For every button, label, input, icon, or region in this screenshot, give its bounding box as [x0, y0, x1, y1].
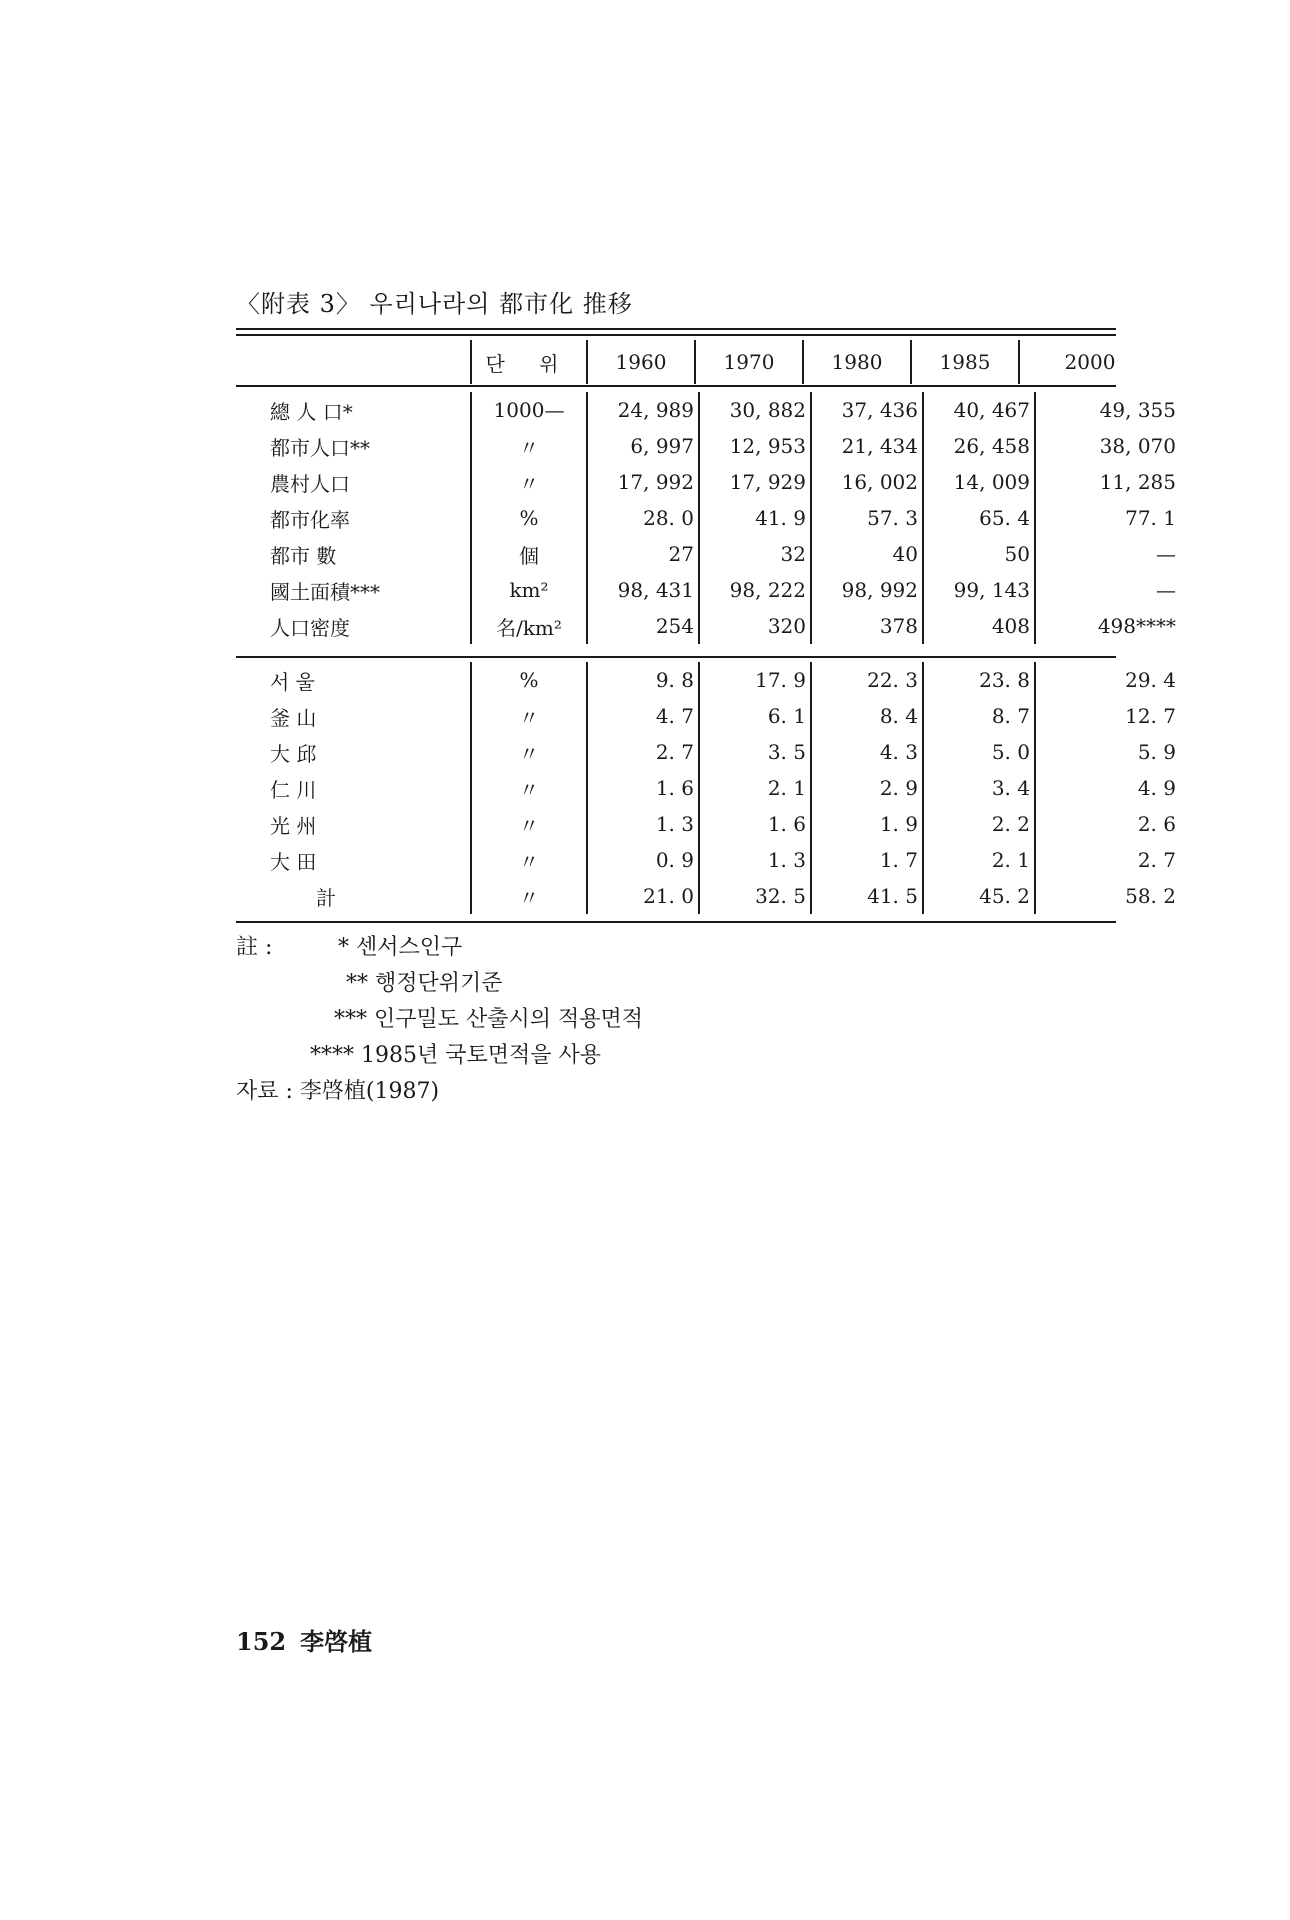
- table-bottom-rule: [236, 921, 1116, 923]
- value-cell: 6, 997: [587, 428, 699, 464]
- row-unit: 〃: [471, 734, 587, 770]
- row-label: 都市 數: [270, 543, 337, 568]
- notes-label: 註 :: [236, 935, 273, 960]
- value-cell: 4. 7: [587, 698, 699, 734]
- row-label: 光 州: [270, 813, 317, 838]
- header-label-cell: [236, 340, 471, 384]
- value-cell: 17. 9: [699, 662, 811, 698]
- city-row: [236, 698, 1222, 734]
- table-body-national: [236, 392, 1222, 644]
- page-number: 152: [236, 1627, 287, 1656]
- row-unit: 〃: [471, 698, 587, 734]
- table-header: [236, 340, 1160, 384]
- value-cell: 28. 0: [587, 500, 699, 536]
- national-row: [236, 572, 1222, 608]
- value-cell: 1. 7: [811, 842, 923, 878]
- value-cell: 98, 222: [699, 572, 811, 608]
- value-cell: 50: [923, 536, 1035, 572]
- value-cell: 378: [811, 608, 923, 644]
- row-label: 人口密度: [270, 615, 350, 640]
- value-cell: 32: [699, 536, 811, 572]
- source-text: 자료 : 李啓植(1987): [236, 1079, 440, 1104]
- table-top-rule-inner: [236, 334, 1116, 336]
- note-row: [236, 1002, 643, 1038]
- value-cell: 16, 002: [811, 464, 923, 500]
- value-cell: 27: [587, 536, 699, 572]
- row-label: 서 울: [270, 669, 315, 694]
- value-cell: 98, 992: [811, 572, 923, 608]
- value-cell: 2. 2: [923, 806, 1035, 842]
- note-row: [236, 966, 643, 1002]
- header-year: 1980: [803, 340, 911, 384]
- national-row: [236, 500, 1222, 536]
- table-title: 〈附表 3〉 우리나라의 都市化 推移: [236, 290, 633, 318]
- table-notes: [236, 930, 643, 1110]
- value-cell: 32. 5: [699, 878, 811, 914]
- value-cell: 2. 9: [811, 770, 923, 806]
- value-cell: 12, 953: [699, 428, 811, 464]
- row-label: 釜 山: [270, 705, 317, 730]
- value-cell: 49, 355: [1099, 398, 1176, 422]
- national-row: [236, 536, 1222, 572]
- row-unit: 名/km²: [471, 608, 587, 644]
- value-cell: 17, 992: [587, 464, 699, 500]
- value-cell: 24, 989: [587, 392, 699, 428]
- note-item: *** 인구밀도 산출시의 적용면적: [334, 1007, 644, 1032]
- value-cell: 4. 9: [1137, 776, 1176, 800]
- value-cell: 8. 7: [923, 698, 1035, 734]
- row-label: 都市人口**: [270, 435, 370, 460]
- value-cell: 57. 3: [811, 500, 923, 536]
- row-label: 農村人口: [270, 471, 350, 496]
- value-cell: 6. 1: [699, 698, 811, 734]
- value-cell: 1. 3: [587, 806, 699, 842]
- value-cell: 77. 1: [1125, 506, 1176, 530]
- header-year: 1970: [695, 340, 803, 384]
- note-item: ** 행정단위기준: [346, 971, 503, 996]
- value-cell: 8. 4: [811, 698, 923, 734]
- value-cell: 2. 7: [587, 734, 699, 770]
- header-row: [236, 340, 1160, 384]
- national-row: [236, 392, 1222, 428]
- value-cell: 40: [811, 536, 923, 572]
- city-row: [236, 662, 1222, 698]
- value-cell: —: [1156, 542, 1176, 566]
- value-cell: 2. 7: [1137, 848, 1176, 872]
- row-unit: 〃: [471, 464, 587, 500]
- value-cell: 21. 0: [587, 878, 699, 914]
- row-unit: 1000—: [471, 392, 587, 428]
- note-row: [236, 930, 643, 966]
- note-item: **** 1985년 국토면적을 사용: [310, 1043, 601, 1068]
- row-label: 國土面積***: [270, 579, 380, 604]
- row-unit: 〃: [471, 842, 587, 878]
- table-body-cities: [236, 662, 1222, 914]
- city-row: [236, 806, 1222, 842]
- table-top-rule: [236, 328, 1116, 330]
- value-cell: 254: [587, 608, 699, 644]
- value-cell: 17, 929: [699, 464, 811, 500]
- value-cell: 11, 285: [1099, 470, 1176, 494]
- value-cell: 37, 436: [811, 392, 923, 428]
- value-cell: 26, 458: [923, 428, 1035, 464]
- value-cell: 3. 5: [699, 734, 811, 770]
- value-cell: 41. 5: [811, 878, 923, 914]
- value-cell: 2. 6: [1137, 812, 1176, 836]
- row-unit: %: [471, 500, 587, 536]
- national-row: [236, 464, 1222, 500]
- row-unit: %: [471, 662, 587, 698]
- footer-author: 李啓植: [300, 1627, 373, 1656]
- header-year: 1960: [587, 340, 695, 384]
- value-cell: —: [1156, 578, 1176, 602]
- value-cell: 2. 1: [699, 770, 811, 806]
- value-cell: 99, 143: [923, 572, 1035, 608]
- value-cell: 1. 3: [699, 842, 811, 878]
- page-footer: [236, 1622, 386, 1657]
- header-year: 1985: [911, 340, 1019, 384]
- value-cell: 40, 467: [923, 392, 1035, 428]
- value-cell: 38, 070: [1099, 434, 1176, 458]
- header-rule: [236, 385, 1116, 387]
- row-label: 計: [316, 885, 336, 910]
- row-unit: 〃: [471, 806, 587, 842]
- national-row: [236, 608, 1222, 644]
- header-year: 2000: [1064, 350, 1116, 374]
- value-cell: 5. 0: [923, 734, 1035, 770]
- value-cell: 498****: [1097, 614, 1176, 638]
- row-label: 仁 川: [270, 777, 317, 802]
- city-row: [236, 770, 1222, 806]
- value-cell: 41. 9: [699, 500, 811, 536]
- note-item: * 센서스인구: [338, 935, 463, 960]
- value-cell: 9. 8: [587, 662, 699, 698]
- row-label: 大 田: [270, 849, 317, 874]
- value-cell: 22. 3: [811, 662, 923, 698]
- header-unit: 단 위: [471, 340, 587, 384]
- value-cell: 29. 4: [1125, 668, 1176, 692]
- value-cell: 14, 009: [923, 464, 1035, 500]
- value-cell: 58. 2: [1125, 884, 1176, 908]
- value-cell: 5. 9: [1137, 740, 1176, 764]
- value-cell: 1. 6: [587, 770, 699, 806]
- row-label: 總 人 口*: [270, 399, 353, 424]
- value-cell: 1. 9: [811, 806, 923, 842]
- value-cell: 2. 1: [923, 842, 1035, 878]
- row-unit: 個: [471, 536, 587, 572]
- row-unit: km²: [471, 572, 587, 608]
- value-cell: 30, 882: [699, 392, 811, 428]
- value-cell: 3. 4: [923, 770, 1035, 806]
- row-label: 都市化率: [270, 507, 350, 532]
- value-cell: 65. 4: [923, 500, 1035, 536]
- source-row: [236, 1074, 643, 1110]
- value-cell: 408: [923, 608, 1035, 644]
- note-row: [236, 1038, 643, 1074]
- city-row: [236, 878, 1222, 914]
- row-unit: 〃: [471, 770, 587, 806]
- city-row: [236, 734, 1222, 770]
- national-row: [236, 428, 1222, 464]
- value-cell: 0. 9: [587, 842, 699, 878]
- row-unit: 〃: [471, 428, 587, 464]
- value-cell: 1. 6: [699, 806, 811, 842]
- value-cell: 4. 3: [811, 734, 923, 770]
- city-row: [236, 842, 1222, 878]
- value-cell: 320: [699, 608, 811, 644]
- row-unit: 〃: [471, 878, 587, 914]
- value-cell: 23. 8: [923, 662, 1035, 698]
- value-cell: 45. 2: [923, 878, 1035, 914]
- row-label: 大 邱: [270, 741, 317, 766]
- value-cell: 12. 7: [1125, 704, 1176, 728]
- value-cell: 21, 434: [811, 428, 923, 464]
- value-cell: 98, 431: [587, 572, 699, 608]
- section-rule: [236, 656, 1116, 658]
